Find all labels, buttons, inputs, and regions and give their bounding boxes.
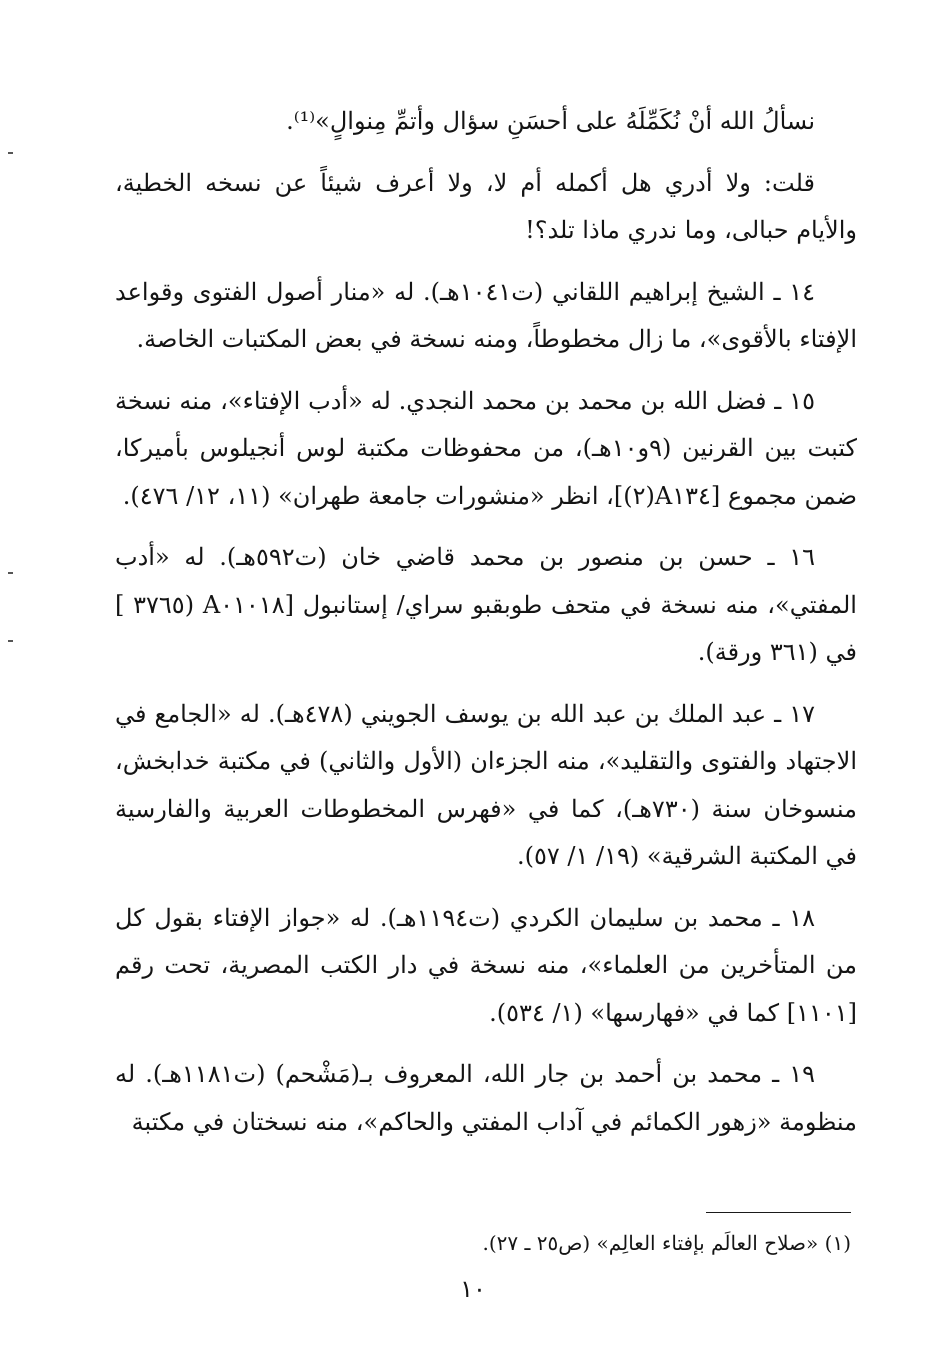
entry-17: ١٧ ـ عبد الملك بن عبد الله بن يوسف الجويني (٤٧٨هـ). له «الجامع في الاجتهاد والفتوى والتقليد»، منه الجزءان (الأول والثاني) في مكتبة خدابخش، منسوخان سنة (٧٣٠هـ)، كما في «فهرس المخطوطات العربية والفارسية في المكتبة الشرقية» (١٩/ ١/ ٥٧).	[115, 699, 857, 870]
footnote: (١) «صلاح العالَم بإفتاء العالِم» (ص٢٥ ـ ٢٧).	[482, 1231, 851, 1255]
body-text	[115, 98, 857, 1146]
entry-19: ١٩ ـ محمد بن أحمد بن جار الله، المعروف بـ(مَشْحم) (ت١١٨١هـ). له منظومة «زهور الكمائم في آداب المفتي والحاكم»، منه نسختان في مكتبة	[115, 1060, 857, 1136]
page-number: ١٠	[460, 1275, 486, 1303]
entry-15: ١٥ ـ فضل الله بن محمد بن محمد النجدي. له «أدب الإفتاء»، منه نسخة كتبت بين القرنين (٩و١٠هـ)، من محفوظات مكتبة لوس أنجيلوس بأميركا، ضمن مجموع [A١٣٤(٢)]، انظر «منشورات جامعة طهران» (١١، ١٢/ ٤٧٦).	[115, 386, 857, 510]
paragraph-opening-quote: نسألُ الله أنْ نُكَمِّلَهُ على أحسَنِ سؤال وأتمِّ مِنوالٍ»⁽¹⁾.	[286, 107, 815, 135]
scan-edge-mark	[8, 152, 13, 154]
scan-edge-mark	[8, 572, 13, 574]
entry-14: ١٤ ـ الشيخ إبراهيم اللقاني (ت١٠٤١هـ). له «منار أصول الفتوى وقواعد الإفتاء بالأقوى»، ما زال مخطوطاً، ومنه نسخة في بعض المكتبات الخاصة.	[115, 277, 857, 353]
scan-edge-mark	[8, 640, 13, 642]
footnote-separator	[706, 1212, 851, 1213]
entry-16: ١٦ ـ حسن بن منصور بن محمد قاضي خان (ت٥٩٢هـ). له «أدب المفتي»، منه نسخة في متحف طوبقبو سراي/ إستانبول [A٠١٠١٨ (٣٧٦٥ ] في (٣٦١ ورقة).	[115, 543, 857, 666]
entry-18: ١٨ ـ محمد بن سليمان الكردي (ت١١٩٤هـ). له «جواز الإفتاء بقول كل من المتأخرين من العلماء»، منه نسخة في دار الكتب المصرية، تحت رقم [١١٠١] كما في «فهارسها» (١/ ٥٣٤).	[115, 903, 857, 1027]
paragraph-author-note: قلت: ولا أدري هل أكمله أم لا، ولا أعرف شيئاً عن نسخه الخطية، والأيام حبالى، وما ندري ماذا تلد؟!	[115, 168, 857, 244]
